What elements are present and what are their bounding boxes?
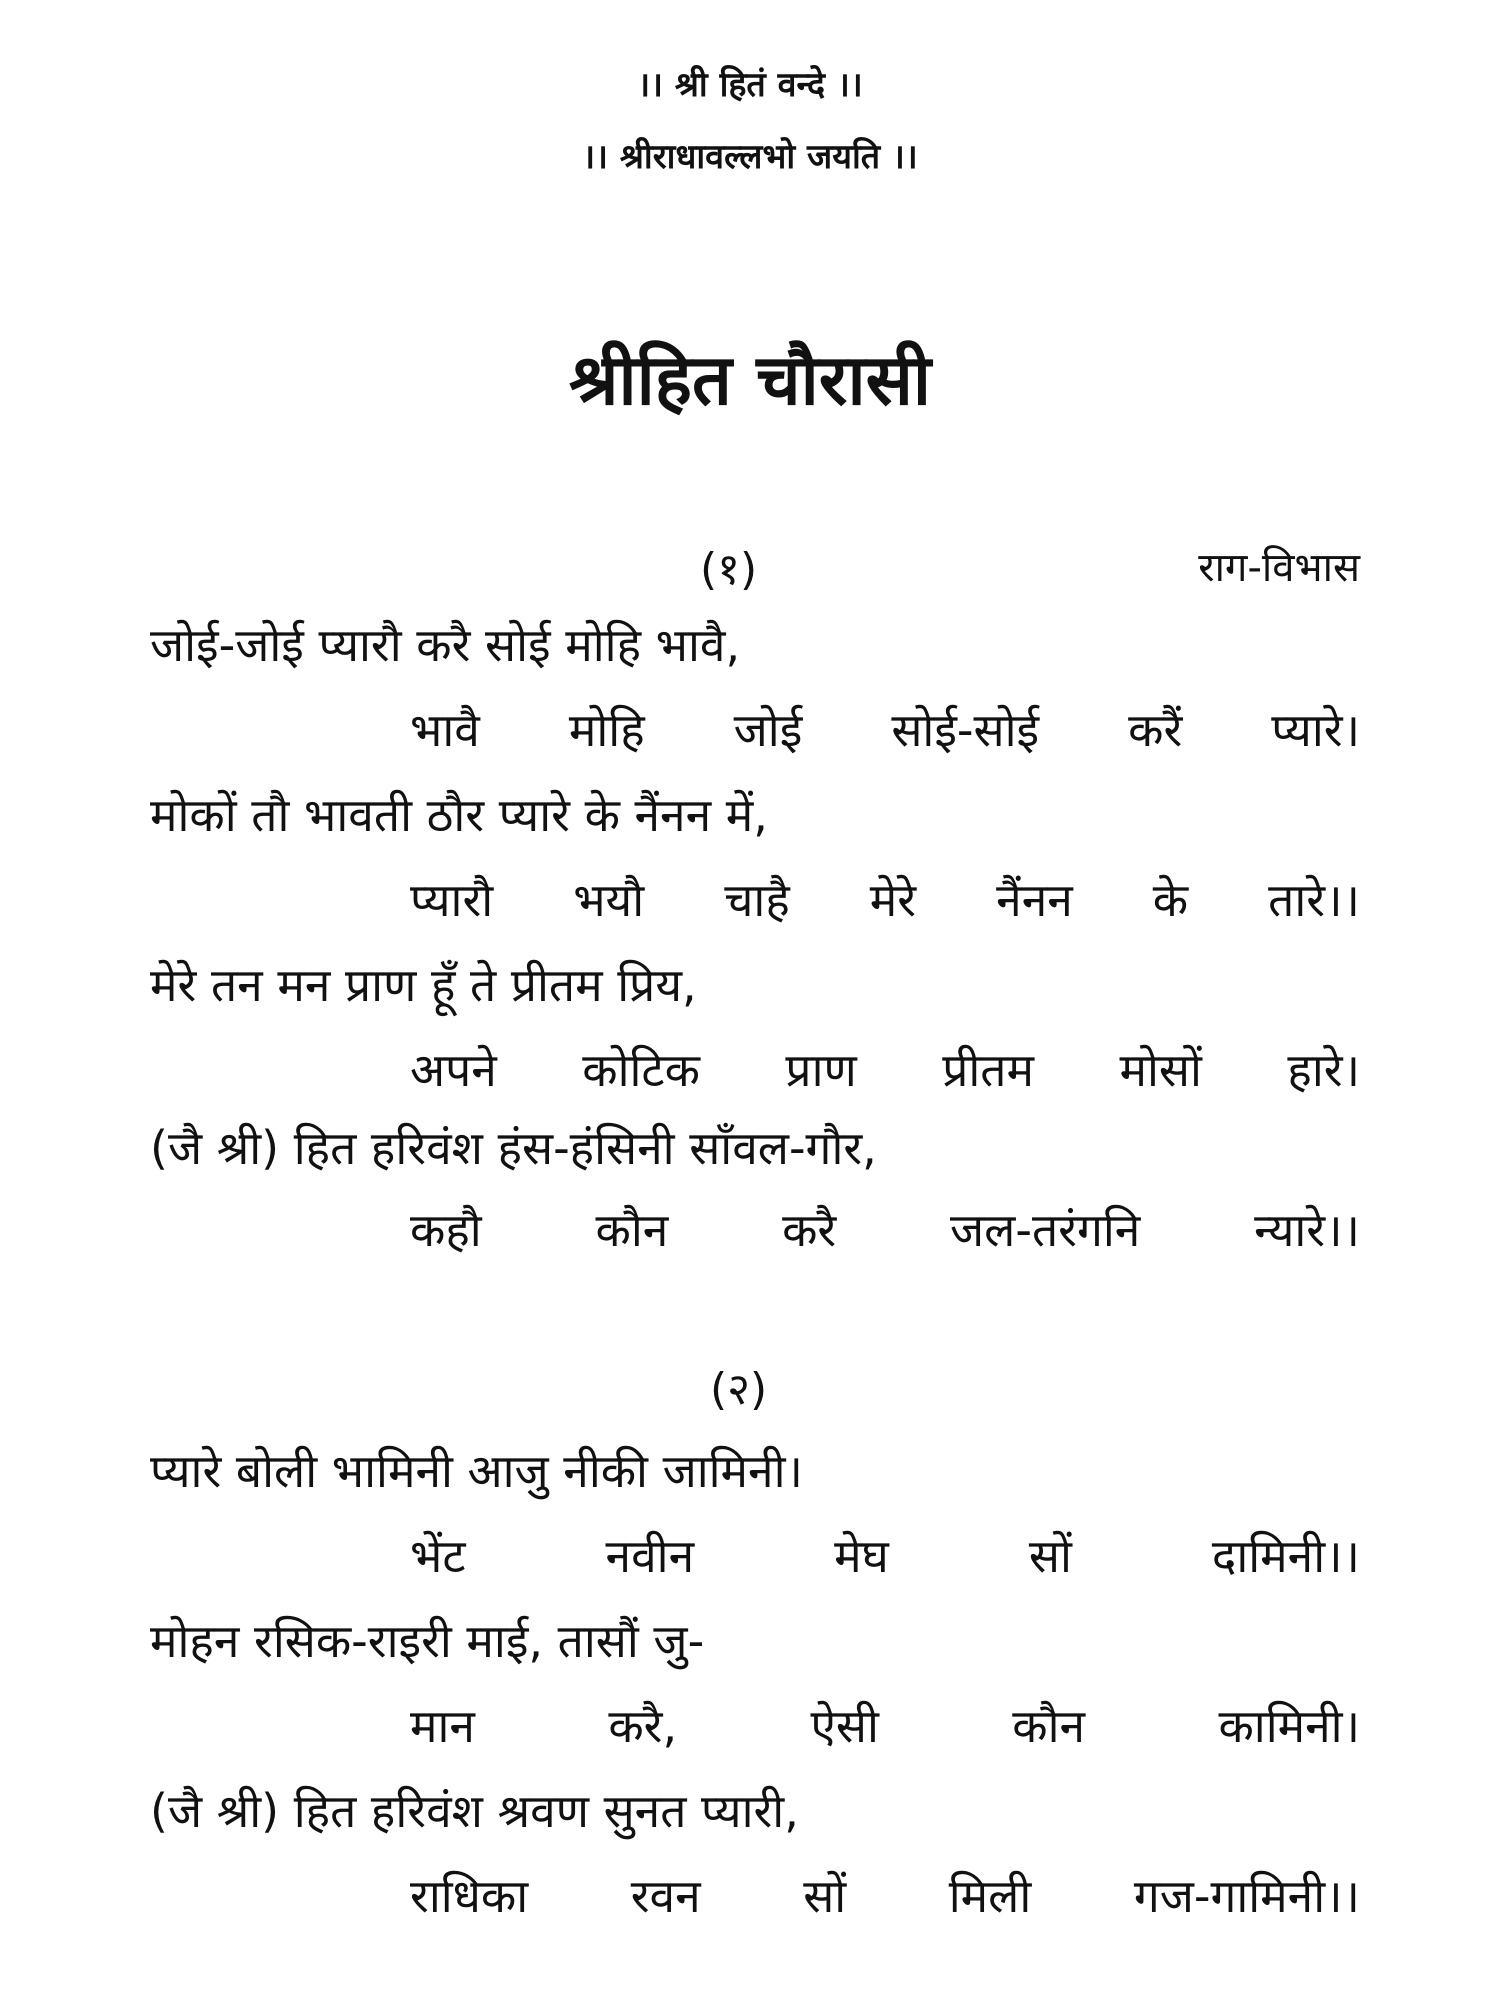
pad-1-line-7: (जै श्री) हित हरिवंश हंस-हंसिनी साँवल-गौर, [150,1121,877,1175]
pad-1-number: (१) [700,544,758,595]
pad-2-line-3: मोहन रसिक-राइरी माई, तासौं जु- [150,1614,705,1668]
page-title: श्रीहित चौरासी [568,339,932,421]
invocation-line-1: ।। श्री हितं वन्दे ।। [637,65,863,105]
pad-1-line-2: भावै मोहि जोई सोई-सोई करैं प्यारे। [410,703,1360,757]
pad-2-number: (२) [710,1364,768,1415]
pad-2-line-2: भेंट नवीन मेघ सों दामिनी।। [410,1529,1360,1583]
pad-1-line-8: कहौ कौन करै जल-तरंगनि न्यारे।। [410,1203,1360,1257]
pad-1-line-1: जोई-जोई प्यारौ करै सोई मोहि भावै, [150,618,741,672]
pad-2-line-6: राधिका रवन सों मिली गज-गामिनी।। [410,1869,1360,1923]
pad-1-line-5: मेरे तन मन प्राण हूँ ते प्रीतम प्रिय, [150,958,697,1012]
invocation-line-2: ।। श्रीराधावल्लभो जयति ।। [582,137,918,177]
pad-2-line-5: (जै श्री) हित हरिवंश श्रवण सुनत प्यारी, [150,1784,799,1838]
pad-1-line-4: प्यारौ भयौ चाहै मेरे नैंनन के तारे।। [410,873,1360,927]
pad-2-line-4: मान करै, ऐसी कौन कामिनी। [410,1699,1360,1753]
pad-1-line-6: अपने कोटिक प्राण प्रीतम मोसों हारे। [410,1043,1360,1097]
pad-1-raag: राग-विभास [1198,545,1360,591]
pad-1-line-3: मोकों तौ भावती ठौर प्यारे के नैंनन में, [150,788,768,842]
pad-2-line-1: प्यारे बोली भामिनी आजु नीकी जामिनी। [150,1444,803,1498]
